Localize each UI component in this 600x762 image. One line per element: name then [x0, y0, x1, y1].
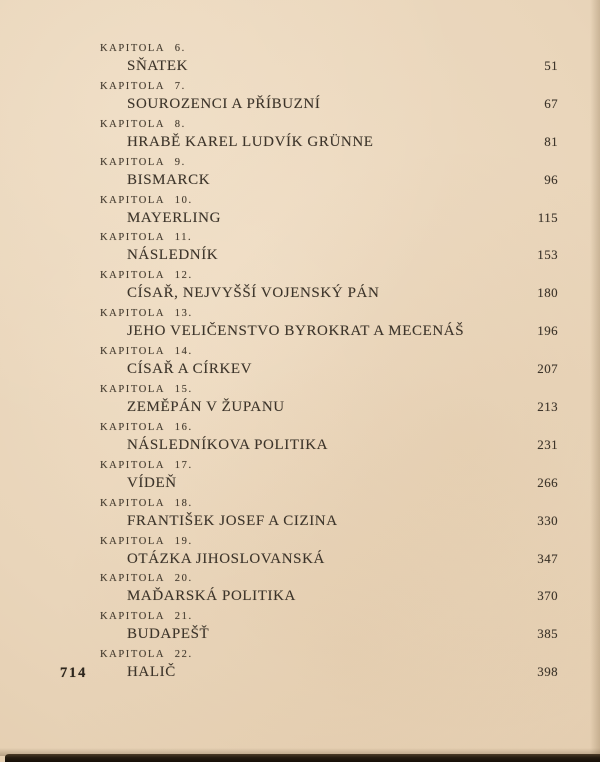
chapter-page-number: 180 [537, 285, 558, 301]
chapter-title: CÍSAŘ A CÍRKEV [127, 361, 253, 378]
chapter-label: KAPITOLA 10. [100, 194, 193, 206]
toc-entry [100, 647, 558, 685]
chapter-label: KAPITOLA 20. [100, 573, 193, 585]
chapter-label: KAPITOLA 7. [100, 80, 186, 92]
chapter-title: SOUROZENCI A PŘÍBUZNÍ [127, 95, 321, 112]
chapter-page-number: 370 [537, 588, 558, 604]
chapter-title-row [100, 57, 558, 75]
chapter-page-number: 398 [537, 664, 558, 680]
chapter-page-number: 115 [537, 209, 558, 225]
toc-entry [100, 230, 558, 268]
chapter-title: HRABĚ KAREL LUDVÍK GRÜNNE [127, 133, 374, 150]
chapter-title: JEHO VELIČENSTVO BYROKRAT A MECENÁŠ [127, 323, 465, 340]
chapter-title: BISMARCK [127, 171, 211, 188]
chapter-title: ZEMĚPÁN V ŽUPANU [127, 399, 285, 416]
chapter-title: MAYERLING [127, 209, 222, 226]
scan-edge-bottom [5, 754, 600, 762]
chapter-title-row [100, 512, 558, 530]
toc-entry [100, 534, 558, 572]
chapter-title-row [100, 550, 558, 568]
chapter-page-number: 153 [537, 247, 558, 263]
chapter-page-number: 330 [537, 512, 558, 528]
toc-list [100, 41, 558, 685]
chapter-title: BUDAPEŠŤ [127, 626, 210, 643]
toc-entry [100, 268, 558, 306]
chapter-page-number: 196 [537, 323, 558, 339]
chapter-title-row [100, 133, 558, 151]
chapter-title-row [100, 171, 558, 189]
chapter-page-number: 207 [537, 361, 558, 377]
chapter-title: VÍDEŇ [127, 474, 177, 491]
chapter-label: KAPITOLA 17. [100, 459, 193, 471]
chapter-title-row [100, 95, 558, 113]
chapter-title: FRANTIŠEK JOSEF A CIZINA [127, 512, 338, 529]
chapter-label: KAPITOLA 13. [100, 308, 193, 320]
chapter-page-number: 51 [544, 58, 558, 73]
toc-entry [100, 609, 558, 647]
chapter-label: KAPITOLA 18. [100, 497, 193, 509]
chapter-page-number: 385 [537, 626, 558, 642]
toc-entry [100, 117, 558, 155]
chapter-title: SŇATEK [127, 58, 189, 74]
toc-entry [100, 193, 558, 231]
chapter-title: CÍSAŘ, NEJVYŠŠÍ VOJENSKÝ PÁN [127, 285, 380, 302]
toc-entry [100, 344, 558, 382]
toc-entry [100, 155, 558, 193]
chapter-title-row [100, 209, 558, 227]
chapter-title-row [100, 360, 558, 378]
toc-entry [100, 306, 558, 344]
chapter-title-row [100, 474, 558, 492]
chapter-label: KAPITOLA 19. [100, 535, 193, 547]
toc-entry [100, 571, 558, 609]
chapter-title: OTÁZKA JIHOSLOVANSKÁ [127, 550, 325, 567]
chapter-title: NÁSLEDNÍK [127, 247, 219, 264]
chapter-title: NÁSLEDNÍKOVA POLITIKA [127, 436, 329, 453]
chapter-title-row [100, 663, 558, 681]
toc-entry [100, 420, 558, 458]
toc-entry [100, 79, 558, 117]
chapter-label: KAPITOLA 22. [100, 649, 193, 661]
chapter-label: KAPITOLA 9. [100, 156, 186, 168]
chapter-label: KAPITOLA 6. [100, 43, 186, 54]
folio-number: 714 [60, 665, 88, 681]
scan-edge-bottom-shadow [0, 748, 600, 756]
chapter-page-number: 96 [544, 171, 558, 187]
chapter-label: KAPITOLA 12. [100, 270, 193, 282]
toc-entry [100, 458, 558, 496]
chapter-label: KAPITOLA 15. [100, 384, 193, 396]
chapter-label: KAPITOLA 21. [100, 611, 193, 623]
chapter-title-row [100, 284, 558, 302]
chapter-title-row [100, 587, 558, 605]
chapter-page-number: 347 [537, 550, 558, 566]
chapter-page-number: 231 [537, 436, 558, 452]
scan-edge-right [590, 0, 600, 762]
toc-entry [100, 382, 558, 420]
toc-entry [100, 496, 558, 534]
chapter-label: KAPITOLA 16. [100, 421, 193, 433]
chapter-page-number: 81 [544, 133, 558, 149]
chapter-label: KAPITOLA 11. [100, 232, 193, 244]
toc-entry [100, 41, 558, 79]
chapter-page-number: 213 [537, 399, 558, 415]
chapter-title-row [100, 322, 558, 340]
chapter-title-row [100, 625, 558, 643]
chapter-title-row [100, 246, 558, 264]
chapter-label: KAPITOLA 8. [100, 118, 186, 130]
chapter-title: HALIČ [127, 664, 176, 681]
chapter-title-row [100, 436, 558, 454]
chapter-title: MAĎARSKÁ POLITIKA [127, 588, 296, 605]
chapter-title-row [100, 398, 558, 416]
chapter-page-number: 67 [544, 95, 558, 111]
chapter-label: KAPITOLA 14. [100, 346, 193, 358]
chapter-page-number: 266 [537, 474, 558, 490]
